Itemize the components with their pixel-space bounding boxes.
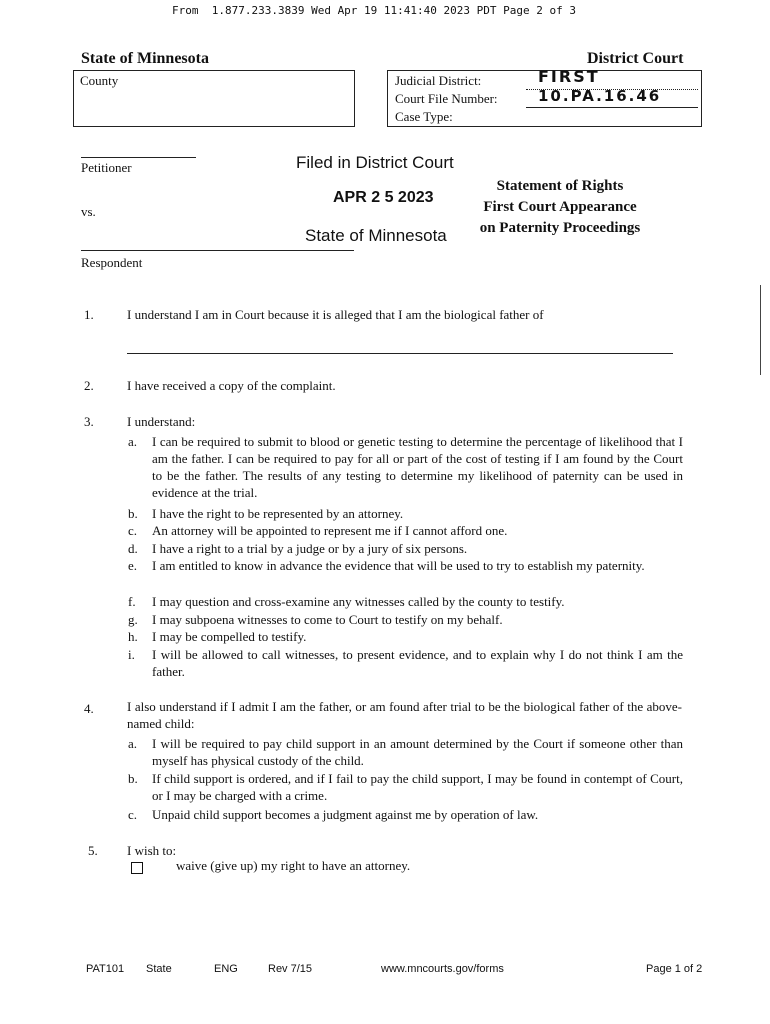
item-3e-text: I am entitled to know in advance the evidence that will be used to try to establish my paternity. — [152, 558, 645, 573]
item-4c-letter: c. — [128, 807, 138, 822]
item-3d-letter: d. — [128, 541, 138, 556]
item-4a-letter: a. — [128, 736, 138, 751]
item-2-number: 2. — [84, 378, 94, 393]
court-file-line — [526, 107, 698, 108]
item-3c — [128, 522, 683, 539]
waive-attorney-label: waive (give up) my right to have an attorney. — [176, 858, 411, 873]
judicial-district-value: FIRST — [538, 67, 600, 86]
waive-attorney-checkbox[interactable] — [131, 861, 143, 879]
item-3i-text: I will be allowed to call witnesses, to present evidence, and to explain why I do not think I am the father. — [152, 647, 683, 679]
item-3d — [128, 540, 683, 557]
filed-stamp-date: APR 2 5 2023 — [333, 189, 434, 206]
item-3c-letter: c. — [128, 523, 138, 538]
item-3f — [128, 593, 683, 610]
item-4-text: I also understand if I admit I am the father, or am found after trial to be the biological father of the above-named child: — [127, 699, 682, 731]
item-3f-text: I may question and cross-examine any witnesses called by the county to testify. — [152, 594, 565, 609]
item-4-number: 4. — [84, 701, 94, 716]
item-3d-text: I have a right to a trial by a judge or by a jury of six persons. — [152, 541, 468, 556]
petitioner-label: Petitioner — [81, 160, 132, 175]
filed-stamp-line1: Filed in District Court — [296, 153, 454, 172]
item-1-number: 1. — [84, 307, 94, 322]
item-3g-text: I may subpoena witnesses to come to Court to testify on my behalf. — [152, 612, 503, 627]
item-3e — [128, 557, 683, 574]
item-3g-letter: g. — [128, 612, 138, 627]
respondent-label: Respondent — [81, 255, 143, 270]
item-3f-letter: f. — [128, 594, 136, 609]
vs-label: vs. — [81, 204, 96, 219]
case-info-box — [387, 67, 702, 127]
item-4a — [128, 735, 683, 769]
item-3a — [128, 433, 683, 501]
state-heading: State of Minnesota — [81, 50, 209, 67]
item-3g — [128, 611, 683, 628]
checkbox-icon[interactable] — [131, 862, 143, 874]
document-title — [460, 176, 660, 239]
child-name-line — [127, 353, 673, 354]
item-3h-text: I may be compelled to testify. — [152, 629, 307, 644]
item-3b — [128, 505, 683, 522]
item-3c-text: An attorney will be appointed to represent me if I cannot afford one. — [152, 523, 508, 538]
footer-state: State — [146, 963, 172, 975]
court-heading: District Court — [587, 50, 684, 67]
case-type-label: Case Type: — [395, 109, 453, 124]
court-file-label: Court File Number: — [395, 91, 498, 106]
title-line2: First Court Appearance — [483, 199, 637, 215]
item-3-number: 3. — [84, 414, 94, 429]
item-3h — [128, 628, 683, 645]
county-label: County — [80, 73, 119, 88]
item-3i-letter: i. — [128, 647, 135, 662]
filed-stamp-line3: State of Minnesota — [305, 226, 447, 245]
item-5-number: 5. — [88, 843, 98, 858]
item-3-text: I understand: — [127, 414, 196, 429]
respondent-line — [81, 250, 354, 251]
petitioner-line — [81, 157, 196, 158]
item-2-text: I have received a copy of the complaint. — [127, 378, 336, 393]
footer-url[interactable]: www.mncourts.gov/forms — [381, 963, 504, 975]
judicial-district-label: Judicial District: — [395, 73, 482, 88]
item-4b-letter: b. — [128, 771, 138, 786]
fax-header: From 1.877.233.3839 Wed Apr 19 11:41:40 2023 PDT Page 2 of 3 — [172, 4, 576, 17]
item-3h-letter: h. — [128, 629, 138, 644]
item-4b-text: If child support is ordered, and if I fail to pay the child support, I may be found in contempt of Court, or I may be charged with a crime. — [152, 771, 683, 803]
footer-form-id: PAT101 — [86, 963, 125, 975]
item-3i — [128, 646, 683, 680]
margin-mark — [760, 285, 761, 375]
footer-page: Page 1 of 2 — [646, 963, 703, 975]
item-4b — [128, 770, 683, 804]
item-4c — [128, 806, 683, 823]
title-line1: Statement of Rights — [496, 178, 624, 194]
item-3b-text: I have the right to be represented by an attorney. — [152, 506, 404, 521]
item-3a-letter: a. — [128, 434, 138, 449]
item-4c-text: Unpaid child support becomes a judgment against me by operation of law. — [152, 807, 539, 822]
item-4a-text: I will be required to pay child support in an amount determined by the Court if someone other than myself has physical custody of the child. — [152, 736, 683, 768]
item-5-text: I wish to: — [127, 843, 177, 858]
item-3e-letter: e. — [128, 558, 138, 573]
footer-rev: Rev 7/15 — [268, 963, 313, 975]
item-3a-text: I can be required to submit to blood or genetic testing to determine the percentage of likelihood that I am the father. I can be required to pay for all or part of the cost of testing if I am found by the Court to be the father. The results of any testing to determine my likelihood of paternity can be used in evidence at the trial. — [152, 434, 683, 500]
item-3b-letter: b. — [128, 506, 138, 521]
title-line3: on Paternity Proceedings — [479, 220, 641, 236]
item-1-text: I understand I am in Court because it is alleged that I am the biological father of — [127, 307, 544, 322]
county-box — [73, 70, 355, 127]
court-file-value: 10.PA.16.46 — [538, 87, 662, 105]
footer-lang: ENG — [214, 963, 238, 975]
